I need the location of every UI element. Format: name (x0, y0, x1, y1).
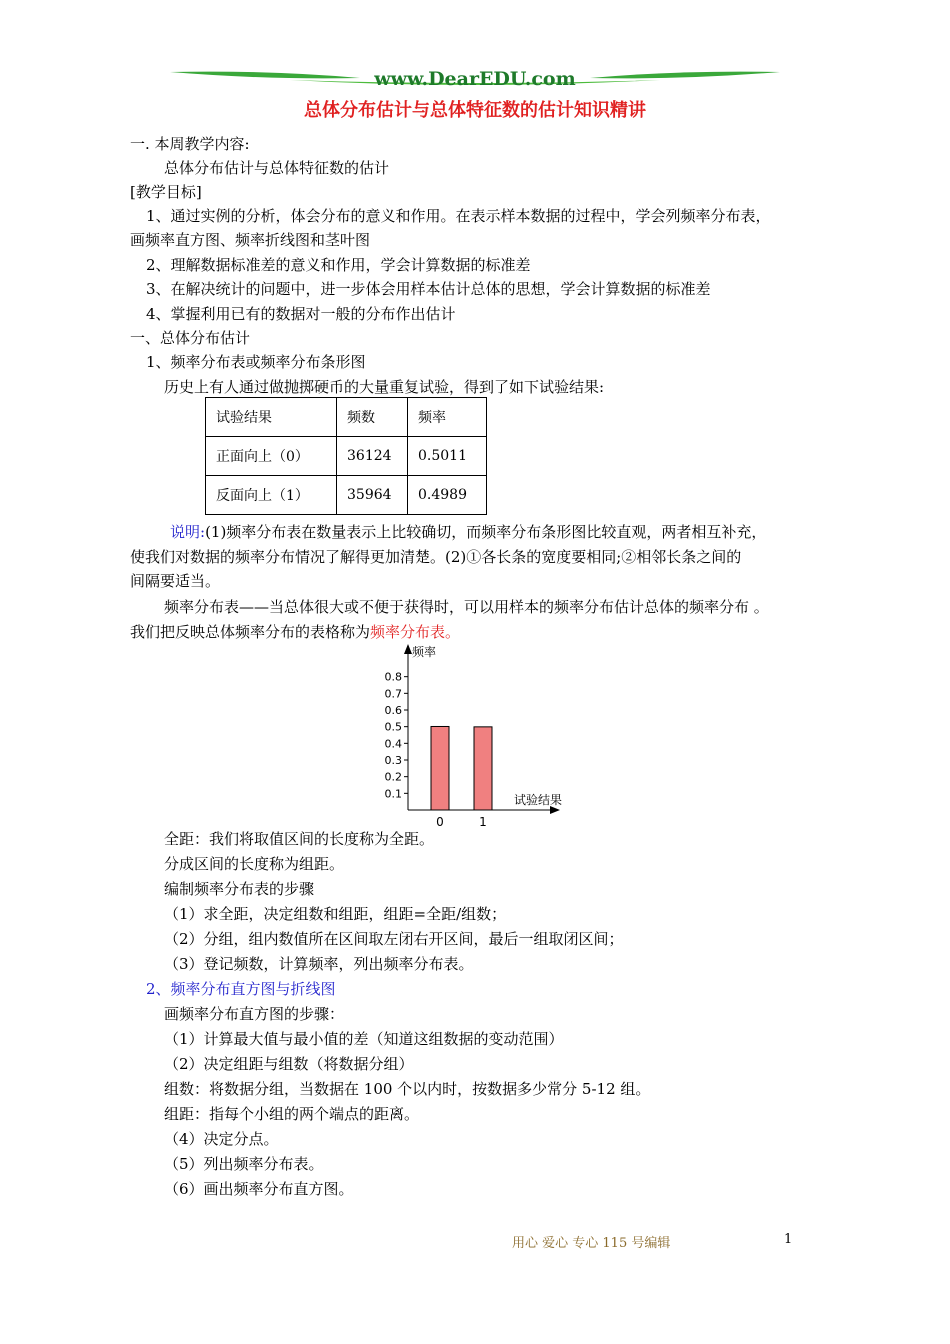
line-11: 历史上有人通过做抛掷硬币的大量重复试验，得到了如下试验结果: (164, 378, 605, 396)
frequency-table (205, 397, 487, 515)
x-tick-label: 0 (436, 815, 444, 829)
table-header-cell: 频数 (337, 398, 408, 437)
footer-slogan: 用心 爱心 专心 115 号编辑 (512, 1236, 671, 1251)
table-header-cell: 频率 (408, 398, 487, 437)
y-axis-label: 频率 (412, 645, 437, 659)
table-row (206, 476, 487, 515)
table-header-cell: 试验结果 (206, 398, 337, 437)
note-line-3: 间隔要适当。 (130, 572, 221, 590)
section-2-line-4: 组数：将数据分组，当数据在 100 个以内时，按数据多少常分 5-12 组。 (164, 1080, 651, 1098)
x-tick-label: 1 (479, 815, 487, 829)
y-tick-label: 0.4 (384, 737, 402, 751)
line-3: [教学目标] (130, 183, 202, 201)
y-tick-label: 0.2 (384, 770, 402, 784)
note-line-2: 使我们对数据的频率分布情况了解得更加清楚。(2)①各长条的宽度要相同;②相邻长条之间的 (130, 548, 742, 566)
line-4: 1、通过实例的分析，体会分布的意义和作用。在表示样本数据的过程中，学会列频率分布表， (146, 207, 771, 225)
after-line-2: 分成区间的长度称为组距。 (164, 855, 345, 873)
y-tick-label: 0.7 (384, 687, 402, 701)
line-2: 总体分布估计与总体特征数的估计 (164, 159, 390, 177)
y-tick-label: 0.1 (384, 787, 402, 801)
section-2-line-1: 画频率分布直方图的步骤： (164, 1005, 345, 1023)
para-text: 我们把反映总体频率分布的表格称为 (130, 623, 371, 641)
y-tick-label: 0.5 (384, 720, 402, 734)
section-2-line-7: （5）列出频率分布表。 (164, 1155, 324, 1173)
x-axis-arrow (550, 806, 560, 814)
table-header-row (206, 398, 487, 437)
note-text-1: (1)频率分布表在数量表示上比较确切，而频率分布条形图比较直观，两者相互补充， (205, 523, 767, 541)
line-6: 2、理解数据标准差的意义和作用，学会计算数据的标准差 (146, 256, 531, 274)
line-1: 一. 本周教学内容: (130, 135, 250, 153)
frequency-bar-chart (370, 640, 580, 830)
y-tick-label: 0.3 (384, 754, 402, 767)
section-2-line-2: （1）计算最大值与最小值的差（知道这组数据的变动范围） (164, 1030, 564, 1048)
line-8: 4、掌握利用已有的数据对一般的分布作出估计 (146, 305, 456, 323)
bar-1 (474, 727, 492, 810)
section-2-line-6: （4）决定分点。 (164, 1130, 279, 1148)
note-label: 说明: (170, 523, 206, 541)
table-cell: 36124 (337, 437, 408, 476)
after-line-3: 编制频率分布表的步骤 (164, 880, 315, 898)
table-cell: 0.5011 (408, 437, 487, 476)
section-2-line-3: （2）决定组距与组数（将数据分组） (164, 1055, 414, 1073)
y-axis-arrow (404, 644, 412, 654)
x-axis-label: 试验结果 (514, 793, 563, 807)
note-line-1 (170, 522, 766, 542)
para-highlight: 频率分布表。 (370, 623, 461, 641)
after-line-4: （1）求全距，决定组数和组距，组距=全距/组数； (164, 905, 507, 923)
line-9: 一、总体分布估计 (130, 329, 251, 347)
after-line-1: 全距：我们将取值区间的长度称为全距。 (164, 830, 435, 848)
site-banner (170, 66, 780, 92)
after-line-6: （3）登记频数，计算频率，列出频率分布表。 (164, 955, 474, 973)
section-2-line-5: 组距：指每个小组的两个端点的距离。 (164, 1105, 420, 1123)
line-7: 3、在解决统计的问题中，进一步体会用样本估计总体的思想，学会计算数据的标准差 (146, 280, 711, 298)
para-line-2 (130, 622, 460, 642)
banner-text: www.DearEDU.com (374, 68, 576, 90)
table-cell: 反面向上（1） (206, 476, 337, 515)
y-tick-label: 0.6 (384, 704, 402, 717)
bar-0 (431, 726, 449, 810)
y-tick-label: 0.8 (384, 670, 402, 684)
section-2-heading: 2、频率分布直方图与折线图 (146, 980, 336, 998)
after-line-5: （2）分组，组内数值所在区间取左闭右开区间，最后一组取闭区间； (164, 930, 624, 948)
table-cell: 正面向上（0） (206, 437, 337, 476)
table-cell: 35964 (337, 476, 408, 515)
page-number: 1 (784, 1232, 793, 1247)
section-2-line-8: （6）画出频率分布直方图。 (164, 1180, 354, 1198)
table-cell: 0.4989 (408, 476, 487, 515)
line-5: 画频率直方图、频率折线图和茎叶图 (130, 231, 371, 249)
page-title: 总体分布估计与总体特征数的估计知识精讲 (304, 100, 646, 121)
para-line-1: 频率分布表——当总体很大或不便于获得时，可以用样本的频率分布估计总体的频率分布 。 (164, 598, 769, 616)
table-row (206, 437, 487, 476)
line-10: 1、频率分布表或频率分布条形图 (146, 353, 366, 371)
